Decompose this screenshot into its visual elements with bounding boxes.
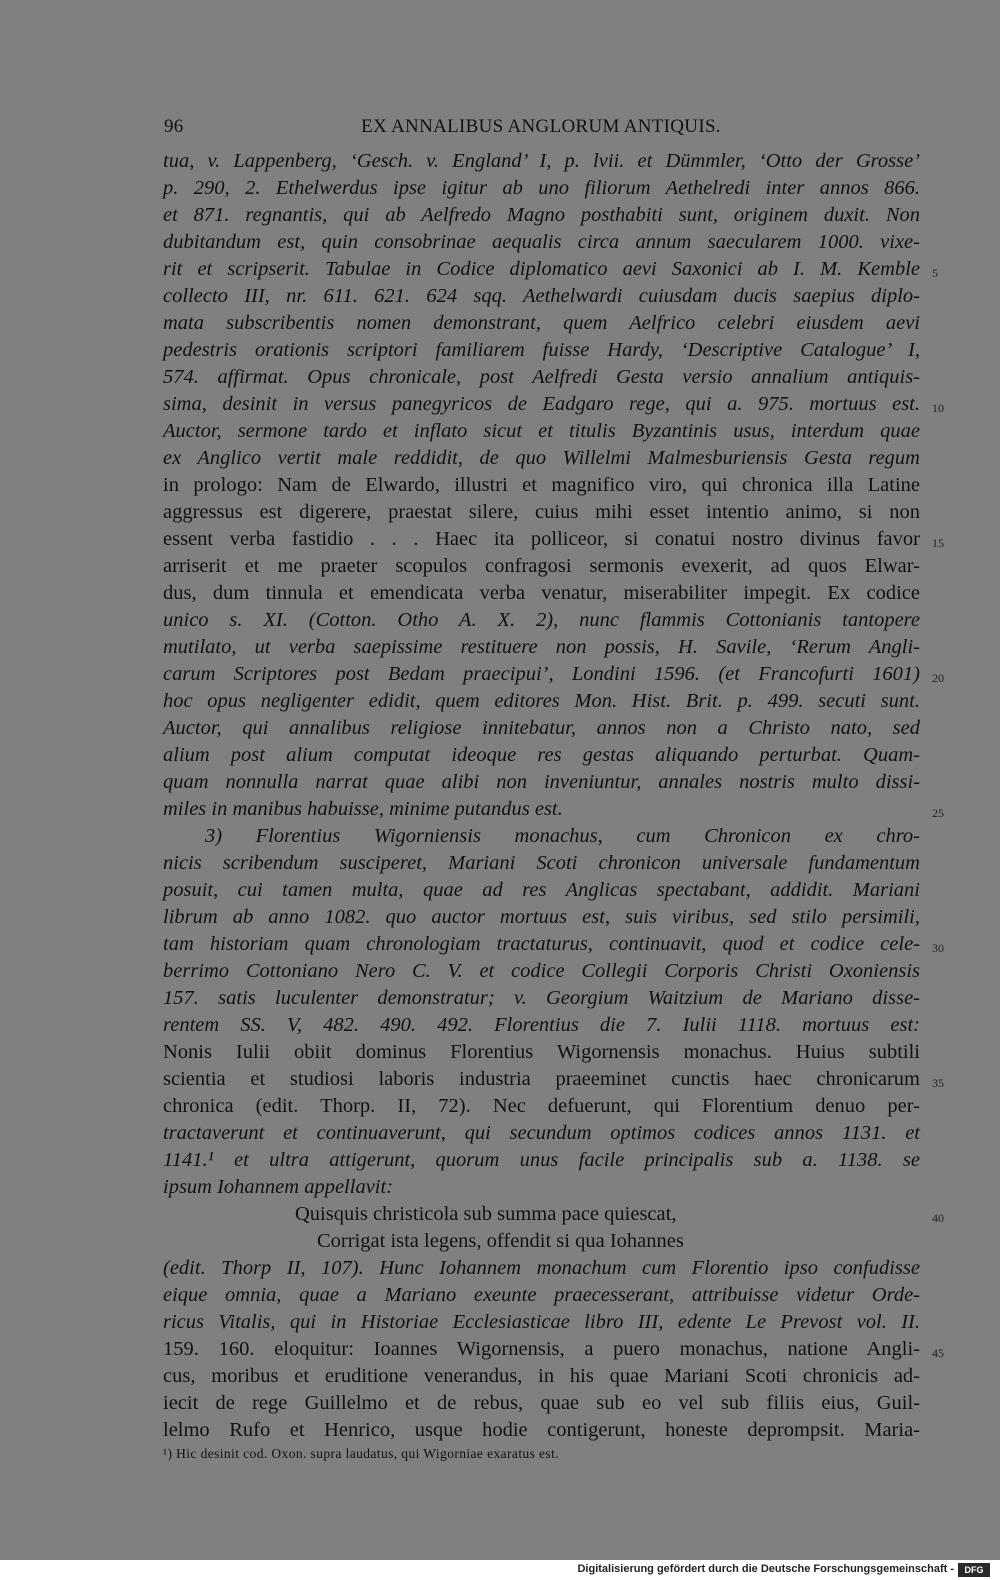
line-number: 5: [932, 266, 938, 280]
line-number: 10: [932, 401, 944, 415]
text-line: scientia et studiosi laboris industria praeeminet cunctis haec chronicarum: [163, 1068, 920, 1090]
text-line: arriserit et me praeter scopulos confragosi sermonis evexerit, ad quos Elwar-: [163, 555, 920, 577]
text-line: tua, v. Lappenberg, ‘Gesch. v. England’ I, p. lvii. et Dümmler, ‘Otto der Grosse’: [163, 150, 920, 172]
text-line: Nonis Iulii obiit dominus Florentius Wigornensis monachus. Huius subtili: [163, 1041, 920, 1063]
line-number: 40: [932, 1211, 944, 1225]
text-line: librum ab anno 1082. quo auctor mortuus est, suis viribus, sed stilo persimili,: [163, 906, 920, 928]
page-number: 96: [164, 116, 184, 137]
text-line: 574. affirmat. Opus chronicale, post Aelfredi Gesta versio annalium antiquis-: [163, 366, 920, 388]
text-line: nicis scribendum susciperet, Mariani Scoti chronicon universale fundamentum: [163, 852, 920, 874]
text-line: posuit, cui tamen multa, quae ad res Anglicas spectabant, addidit. Mariani: [163, 879, 920, 901]
text-line: et 871. regnantis, qui ab Aelfredo Magno posthabiti sunt, originem duxit. Non: [163, 204, 920, 226]
text-line: mutilato, ut verba saepissime restituere non possis, H. Savile, ‘Rerum Angli-: [163, 636, 920, 658]
text-line: sima, desinit in versus panegyricos de Eadgaro rege, qui a. 975. mortuus est.: [163, 393, 920, 415]
verse-line: Corrigat ista legens, offendit si qua Iohannes: [317, 1230, 684, 1252]
text-line: chronica (edit. Thorp. II, 72). Nec defuerunt, qui Florentium denuo per-: [163, 1095, 920, 1117]
text-line: iecit de rege Guillelmo et de rebus, quae sub eo vel sub filiis eius, Guil-: [163, 1392, 920, 1414]
text-line: alium post alium computat ideoque res gestas aliquando perturbat. Quam-: [163, 744, 920, 766]
text-line: ex Anglico vertit male reddidit, de quo Willelmi Malmesburiensis Gesta regum: [163, 447, 920, 469]
running-header: [164, 116, 918, 146]
line-number: 35: [932, 1076, 944, 1090]
text-line: Auctor, sermone tardo et inflato sicut et titulis Byzantinis usus, interdum quae: [163, 420, 920, 442]
text-line: pedestris orationis scriptori familiarem fuisse Hardy, ‘Descriptive Catalogue’ I,: [163, 339, 920, 361]
text-line: tam historiam quam chronologiam tractaturus, continuavit, quod et codice cele-: [163, 933, 920, 955]
text-line: p. 290, 2. Ethelwerdus ipse igitur ab uno filiorum Aethelredi inter annos 866.: [163, 177, 920, 199]
text-line: berrimo Cottoniano Nero C. V. et codice Collegii Corporis Christi Oxoniensis: [163, 960, 920, 982]
dfg-logo: DFG: [958, 1563, 990, 1577]
text-line: Auctor, qui annalibus religiose innitebatur, annos non a Christo nato, sed: [163, 717, 920, 739]
text-line: unico s. XI. (Cotton. Otho A. X. 2), nunc flammis Cottonianis tantopere: [163, 609, 920, 631]
text-line: ricus Vitalis, qui in Historiae Ecclesiasticae libro III, edente Le Prevost vol. II.: [163, 1311, 920, 1333]
section-start-line: 3) Florentius Wigorniensis monachus, cum Chronicon ex chro-: [205, 825, 920, 847]
line-number: 45: [932, 1346, 944, 1360]
text-line: quam nonnulla narrat quae alibi non inveniuntur, annales nostris multo dissi-: [163, 771, 920, 793]
text-line: 157. satis luculenter demonstratur; v. Georgium Waitzium de Mariano disse-: [163, 987, 920, 1009]
line-number: 20: [932, 671, 944, 685]
text-line: aggressus est digerere, praestat silere, cuius mihi esset intentio animo, si non: [163, 501, 920, 523]
line-number: 30: [932, 941, 944, 955]
text-line: carum Scriptores post Bedam praecipui’, Londini 1596. (et Francofurti 1601): [163, 663, 920, 685]
text-line: miles in manibus habuisse, minime putandus est.: [163, 798, 563, 820]
text-line: dubitandum est, quin consobrinae aequalis circa annum saecularem 1000. vixe-: [163, 231, 920, 253]
text-line: tractaverunt et continuaverunt, qui secundum optimos codices annos 1131. et: [163, 1122, 920, 1144]
running-title: EX ANNALIBUS ANGLORUM ANTIQUIS.: [361, 116, 721, 137]
line-number: 25: [932, 806, 944, 820]
text-line: (edit. Thorp II, 107). Hunc Iohannem monachum cum Florentio ipso confudisse: [163, 1257, 920, 1279]
line-number: 15: [932, 536, 944, 550]
text-line: cus, moribus et eruditione venerandus, in his quae Mariani Scoti chronicis ad-: [163, 1365, 920, 1387]
text-line: 159. 160. eloquitur: Ioannes Wigornensis, a puero monachus, natione Angli-: [163, 1338, 920, 1360]
text-line: eique omnia, quae a Mariano exeunte praecesserant, attribuisse videtur Orde-: [163, 1284, 920, 1306]
text-line: rit et scripserit. Tabulae in Codice diplomatico aevi Saxonici ab I. M. Kemble: [163, 258, 920, 280]
text-line: dus, dum tinnula et emendicata verba venatur, miserabiliter impegit. Ex codice: [163, 582, 920, 604]
text-line: 1141.¹ et ultra attigerunt, quorum unus facile principalis sub a. 1138. se: [163, 1149, 920, 1171]
footnote: ¹) Hic desinit cod. Oxon. supra laudatus, qui Wigorniae exaratus est.: [163, 1446, 560, 1461]
digitization-footer: [0, 1560, 1000, 1580]
verse-line: Quisquis christicola sub summa pace quiescat,: [295, 1203, 677, 1225]
text-line: rentem SS. V, 482. 490. 492. Florentius die 7. Iulii 1118. mortuus est:: [163, 1014, 920, 1036]
text-line: in prologo: Nam de Elwardo, illustri et magnifico viro, qui chronica illa Latine: [163, 474, 920, 496]
text-line: hoc opus negligenter edidit, quem editores Mon. Hist. Brit. p. 499. secuti sunt.: [163, 690, 920, 712]
funding-credit: Digitalisierung gefördert durch die Deutsche Forschungsgemeinschaft -: [577, 1563, 954, 1575]
text-line: collecto III, nr. 611. 621. 624 sqq. Aethelwardi cuiusdam ducis saepius diplo-: [163, 285, 920, 307]
text-line: lelmo Rufo et Henrico, usque hodie contigerunt, honeste deprompsit. Maria-: [163, 1419, 920, 1441]
text-line: essent verba fastidio . . . Haec ita polliceor, si conatui nostro divinus favor: [163, 528, 920, 550]
text-line: mata subscribentis nomen demonstrant, quem Aelfrico celebri eiusdem aevi: [163, 312, 920, 334]
main-text: [163, 148, 920, 1444]
text-line: ipsum Iohannem appellavit:: [163, 1176, 394, 1198]
